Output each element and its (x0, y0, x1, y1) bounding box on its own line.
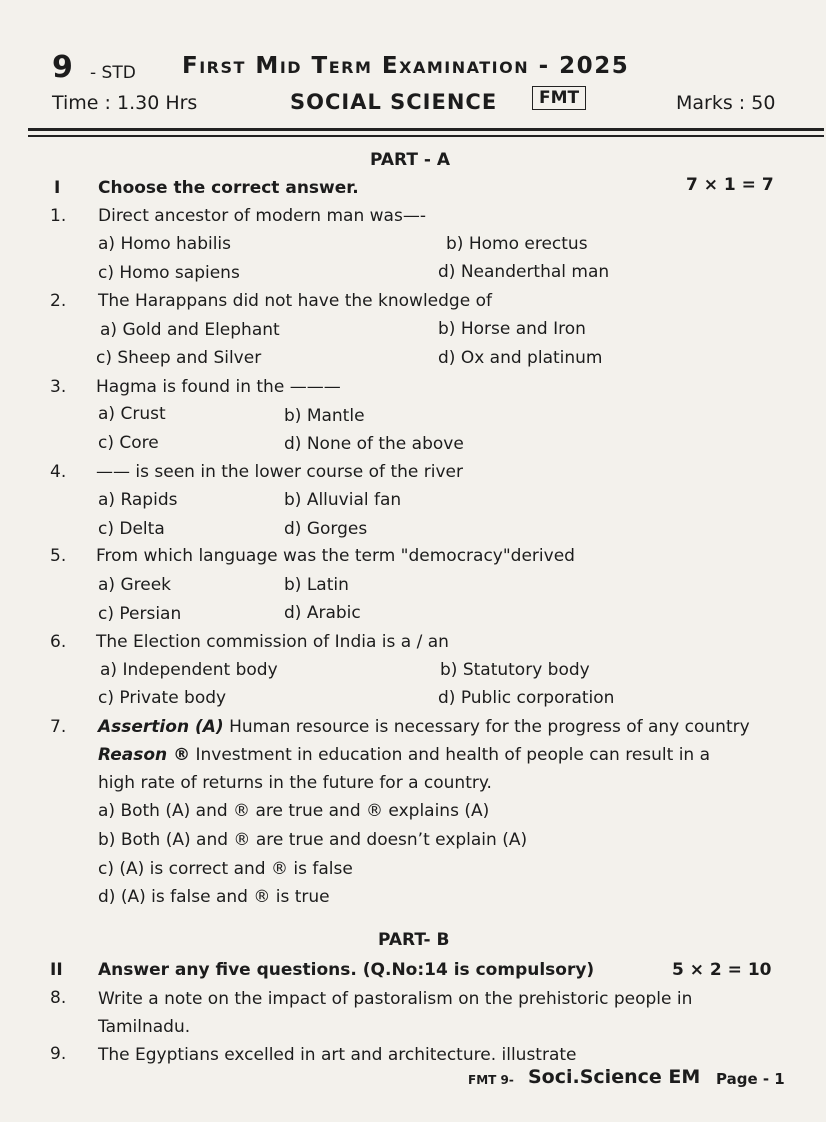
part-a-title: PART - A (370, 150, 451, 170)
option: c) (A) is correct and ® is false (98, 859, 353, 879)
subject-title: SOCIAL SCIENCE (290, 90, 498, 114)
option: d) Neanderthal man (438, 262, 610, 282)
std-number: 9 (52, 50, 73, 85)
question-number: 9. (50, 1044, 67, 1064)
option: c) Homo sapiens (98, 263, 240, 283)
option: c) Private body (98, 688, 227, 708)
part-b-title: PART- B (378, 930, 450, 950)
reason-text: Investment in education and health of people can result in a (190, 745, 711, 765)
question-text-continuation: Tamilnadu. (98, 1017, 191, 1037)
question-number: 1. (50, 206, 67, 226)
question-text: The Egyptians excelled in art and architecture. illustrate (98, 1045, 577, 1065)
option: d) Ox and platinum (438, 348, 603, 368)
std-label: - STD (90, 63, 136, 83)
option: a) Gold and Elephant (100, 320, 280, 340)
option: d) Arabic (284, 603, 361, 623)
option: b) Statutory body (440, 660, 590, 680)
question-number: 7. (50, 717, 67, 737)
option: b) Mantle (284, 406, 365, 426)
option: d) (A) is false and ® is true (98, 887, 330, 907)
footer-subject: Soci.Science EM (528, 1066, 701, 1088)
question-number: 3. (50, 377, 67, 397)
option: c) Sheep and Silver (96, 348, 262, 368)
option: b) Alluvial fan (284, 490, 402, 510)
exam-code-box: FMT (532, 86, 586, 110)
option: a) Independent body (100, 660, 278, 680)
reason-continuation: high rate of returns in the future for a country. (98, 773, 492, 793)
assertion-text: Human resource is necessary for the progress of any country (223, 717, 750, 737)
option: c) Delta (98, 519, 165, 539)
reason-line (98, 745, 710, 765)
footer-page-number: Page - 1 (716, 1070, 785, 1088)
option: a) Crust (98, 404, 166, 424)
option: b) Both (A) and ® are true and doesn’t explain (A) (98, 830, 528, 850)
option: c) Core (98, 433, 159, 453)
question-number: 5. (50, 546, 67, 566)
question-number: 6. (50, 632, 67, 652)
total-marks: Marks : 50 (676, 92, 776, 114)
assertion-label: Assertion (A) (98, 717, 224, 737)
reason-label: Reason ® (98, 745, 191, 765)
footer-code: FMT 9- (468, 1073, 514, 1087)
option: b) Latin (284, 575, 349, 595)
option: b) Horse and Iron (438, 319, 586, 339)
question-text: The Harappans did not have the knowledge of (98, 291, 492, 311)
option: a) Greek (98, 575, 172, 595)
header-rule-thick (28, 128, 824, 131)
question-number: 2. (50, 291, 67, 311)
section-instruction: Choose the correct answer. (98, 178, 359, 198)
assertion-line (98, 717, 750, 737)
question-number: 4. (50, 462, 67, 482)
header-rule-thin (28, 135, 824, 137)
question-text: The Election commission of India is a / an (96, 632, 449, 652)
question-text: Write a note on the impact of pastoralism on the prehistoric people in (98, 989, 693, 1009)
option: c) Persian (98, 604, 182, 624)
section-instruction: Answer any five questions. (Q.No:14 is compulsory) (98, 960, 595, 980)
option: a) Rapids (98, 490, 178, 510)
exam-time: Time : 1.30 Hrs (52, 92, 198, 114)
option: d) None of the above (284, 434, 464, 454)
exam-title: First Mid Term Examination - 2025 (182, 53, 630, 79)
option: d) Gorges (284, 519, 368, 539)
option: a) Both (A) and ® are true and ® explains (A) (98, 801, 490, 821)
section-marks: 5 × 2 = 10 (672, 960, 772, 980)
question-number: 8. (50, 988, 67, 1008)
option: a) Homo habilis (98, 234, 232, 254)
option: b) Homo erectus (446, 234, 588, 254)
question-text: Hagma is found in the ——— (96, 377, 341, 397)
section-marks: 7 × 1 = 7 (686, 175, 774, 195)
section-number: II (50, 960, 63, 980)
question-text: Direct ancestor of modern man was—- (98, 206, 426, 226)
section-number: I (54, 178, 61, 198)
option: d) Public corporation (438, 688, 615, 708)
question-text: From which language was the term "democracy"derived (96, 546, 575, 566)
question-text: —— is seen in the lower course of the river (96, 462, 463, 482)
